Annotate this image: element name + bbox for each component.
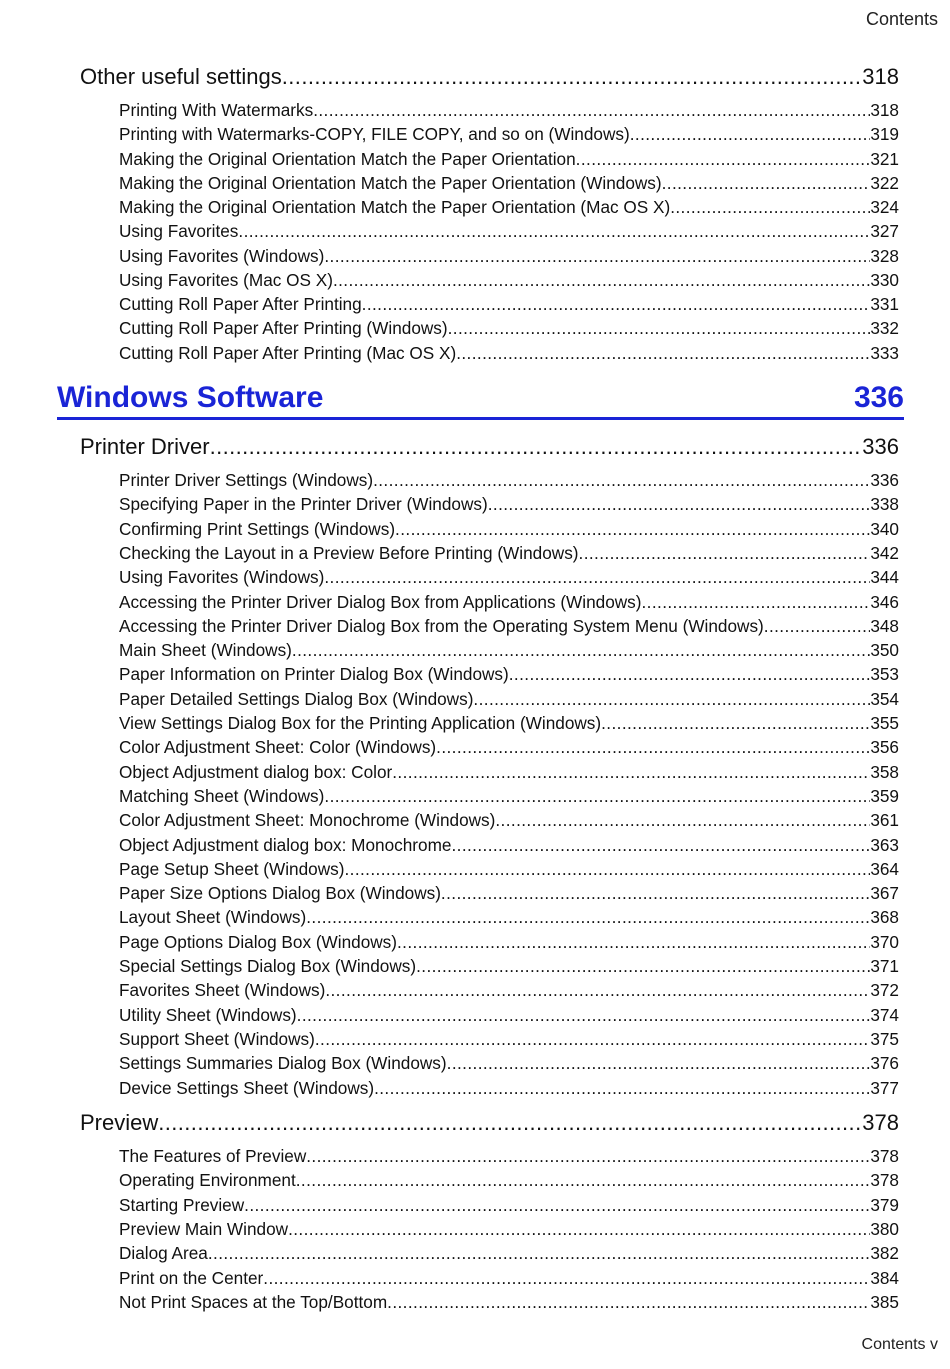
entry-page: 374: [870, 1004, 899, 1025]
entry-title: Using Favorites (Windows): [119, 245, 325, 266]
dot-leader: [306, 906, 870, 928]
toc-item[interactable]: [119, 1267, 899, 1289]
entry-page: 359: [870, 785, 899, 806]
dot-leader: [662, 172, 871, 194]
dot-leader: [210, 433, 863, 461]
entry-page: 318: [862, 64, 899, 89]
entry-title: Page Options Dialog Box (Windows): [119, 931, 397, 952]
toc-item[interactable]: [119, 220, 899, 242]
dot-leader: [579, 542, 871, 564]
entry-page: 332: [870, 318, 899, 339]
entry-title: Paper Size Options Dialog Box (Windows): [119, 883, 441, 904]
entry-page: 378: [862, 1110, 899, 1135]
entry-title: Accessing the Printer Driver Dialog Box from Applications (Windows): [119, 591, 642, 612]
entry-title: Making the Original Orientation Match the Paper Orientation: [119, 148, 576, 169]
toc-item[interactable]: [119, 591, 899, 613]
entry-page: 330: [870, 269, 899, 290]
chapter-rule: [57, 417, 904, 420]
toc-item[interactable]: [119, 148, 899, 170]
toc-item[interactable]: [119, 99, 899, 121]
dot-leader: [333, 269, 870, 291]
entry-page: 324: [870, 197, 899, 217]
dot-leader: [238, 220, 870, 242]
entry-title: Cutting Roll Paper After Printing: [119, 294, 362, 314]
entry-page: 319: [870, 124, 899, 145]
entry-page: 380: [870, 1218, 899, 1239]
dot-leader: [473, 688, 870, 710]
toc-item[interactable]: [119, 469, 899, 491]
entry-page: 355: [870, 713, 899, 733]
entry-title: Starting Preview: [119, 1194, 245, 1215]
entry-page: 328: [870, 245, 899, 266]
dot-leader: [397, 931, 870, 953]
dot-leader: [448, 317, 871, 339]
toc-item[interactable]: [119, 342, 899, 364]
entry-title: Accessing the Printer Driver Dialog Box from the Operating System Menu (Windows): [119, 615, 764, 636]
entry-page: 353: [870, 664, 899, 685]
toc-item[interactable]: [119, 123, 899, 145]
entry-title: Favorites Sheet (Windows): [119, 980, 326, 1001]
toc-item[interactable]: [119, 979, 899, 1001]
toc-item[interactable]: [119, 955, 899, 977]
entry-page: 372: [870, 980, 899, 1001]
entry-title: Cutting Roll Paper After Printing (Mac OS X): [119, 342, 457, 363]
dot-leader: [306, 1145, 870, 1167]
toc-item[interactable]: [119, 712, 899, 734]
entry-title: Other useful settings: [80, 64, 282, 89]
entry-page: 321: [870, 148, 899, 169]
entry-title: Cutting Roll Paper After Printing (Windows): [119, 318, 448, 339]
toc-item[interactable]: [119, 1242, 899, 1264]
toc-item[interactable]: [119, 1028, 899, 1050]
entry-title: Paper Information on Printer Dialog Box (Windows): [119, 664, 509, 685]
entry-title: Using Favorites (Windows): [119, 567, 325, 588]
entry-title: Print on the Center: [119, 1267, 264, 1288]
dot-leader: [313, 99, 870, 121]
dot-leader: [288, 1218, 870, 1240]
toc-item[interactable]: [119, 1218, 899, 1240]
entry-title: Printer Driver: [80, 434, 210, 459]
chapter-page: 336: [853, 381, 904, 414]
dot-leader: [315, 1028, 870, 1050]
entry-title: Making the Original Orientation Match the Paper Orientation (Windows): [119, 172, 662, 193]
dot-leader: [630, 123, 871, 145]
section-heading-preview[interactable]: [80, 1109, 899, 1137]
entry-title: Support Sheet (Windows): [119, 1028, 315, 1049]
entry-page: 350: [870, 640, 899, 661]
entry-page: 377: [870, 1077, 899, 1098]
toc-item[interactable]: [119, 245, 899, 267]
toc-item[interactable]: [119, 566, 899, 588]
entry-page: 338: [870, 494, 899, 515]
entry-page: 336: [862, 434, 899, 459]
dot-leader: [373, 469, 870, 491]
entry-page: 378: [870, 1170, 899, 1191]
entry-title: Settings Summaries Dialog Box (Windows): [119, 1053, 447, 1074]
dot-leader: [392, 761, 870, 783]
dot-leader: [456, 342, 870, 364]
dot-leader: [374, 1077, 870, 1099]
entry-page: 318: [870, 100, 899, 120]
toc-item[interactable]: [119, 858, 899, 880]
entry-title: View Settings Dialog Box for the Printing Application (Windows): [119, 713, 602, 733]
entry-page: 322: [870, 172, 899, 193]
toc-item[interactable]: [119, 809, 899, 831]
entry-page: 348: [870, 615, 899, 636]
toc-item[interactable]: [119, 931, 899, 953]
entry-title: Specifying Paper in the Printer Driver (Windows): [119, 494, 488, 515]
entry-page: 331: [870, 294, 899, 314]
toc-item[interactable]: [119, 882, 899, 904]
entry-title: Color Adjustment Sheet: Color (Windows): [119, 737, 437, 758]
entry-title: Object Adjustment dialog box: Monochrome: [119, 834, 452, 855]
toc-item[interactable]: [119, 1169, 899, 1191]
dot-leader: [324, 566, 870, 588]
dot-leader: [297, 1004, 871, 1026]
dot-leader: [208, 1242, 870, 1264]
entry-title: Operating Environment: [119, 1170, 296, 1191]
entry-page: 382: [870, 1243, 899, 1264]
dot-leader: [344, 858, 870, 880]
entry-page: 361: [870, 810, 899, 831]
dot-leader: [495, 809, 870, 831]
entry-page: 354: [870, 688, 899, 709]
entry-title: Device Settings Sheet (Windows): [119, 1077, 375, 1098]
dot-leader: [324, 245, 870, 267]
dot-leader: [395, 518, 870, 540]
entry-title: Preview Main Window: [119, 1218, 289, 1239]
entry-title: Main Sheet (Windows): [119, 640, 292, 661]
chapter-heading[interactable]: [57, 380, 904, 416]
toc-item[interactable]: [119, 615, 899, 637]
entry-page: 327: [870, 221, 899, 242]
dot-leader: [764, 615, 871, 637]
toc-item[interactable]: [119, 761, 899, 783]
toc-item[interactable]: [119, 196, 899, 218]
entry-page: 371: [870, 956, 899, 976]
entry-page: 379: [870, 1194, 899, 1215]
toc-item[interactable]: [119, 317, 899, 339]
toc-item[interactable]: [119, 518, 899, 540]
entry-page: 368: [870, 907, 899, 928]
dot-leader: [296, 1169, 871, 1191]
dot-leader: [447, 1052, 871, 1074]
entry-page: 364: [870, 858, 899, 879]
toc-item[interactable]: [119, 269, 899, 291]
entry-title: Confirming Print Settings (Windows): [119, 518, 396, 539]
dot-leader: [244, 1194, 870, 1216]
entry-title: Printing with Watermarks-COPY, FILE COPY, and so on (Windows): [119, 124, 630, 145]
entry-page: 346: [870, 591, 899, 612]
entry-page: 336: [870, 470, 899, 490]
entry-page: 375: [870, 1028, 899, 1049]
dot-leader: [292, 639, 870, 661]
dot-leader: [642, 591, 871, 613]
entry-title: The Features of Preview: [119, 1146, 307, 1166]
entry-title: Color Adjustment Sheet: Monochrome (Windows): [119, 810, 496, 831]
entry-title: Layout Sheet (Windows): [119, 907, 307, 928]
entry-page: 363: [870, 834, 899, 855]
toc-item[interactable]: [119, 1145, 899, 1167]
entry-page: 358: [870, 761, 899, 782]
entry-page: 342: [870, 542, 899, 563]
entry-page: 340: [870, 518, 899, 539]
dot-leader: [436, 736, 870, 758]
toc-item[interactable]: [119, 639, 899, 661]
entry-title: Preview: [80, 1110, 159, 1135]
entry-title: Not Print Spaces at the Top/Bottom: [119, 1291, 388, 1312]
entry-title: Page Setup Sheet (Windows): [119, 858, 345, 879]
entry-title: Object Adjustment dialog box: Color: [119, 761, 393, 782]
toc-item[interactable]: [119, 663, 899, 685]
chapter-title: Windows Software: [57, 381, 324, 414]
toc-item[interactable]: [119, 1194, 899, 1216]
running-header: Contents: [865, 9, 938, 29]
entry-title: Special Settings Dialog Box (Windows): [119, 956, 417, 976]
toc-item[interactable]: [119, 493, 899, 515]
dot-leader: [576, 148, 871, 170]
dot-leader: [325, 979, 870, 1001]
toc-item[interactable]: [119, 1004, 899, 1026]
dot-leader: [509, 663, 871, 685]
dot-leader: [362, 293, 871, 315]
toc-item[interactable]: [119, 542, 899, 564]
toc-item[interactable]: [119, 293, 899, 315]
dot-leader: [282, 63, 863, 91]
toc-item[interactable]: [119, 172, 899, 194]
entry-title: Using Favorites: [119, 221, 239, 242]
entry-page: 378: [870, 1146, 899, 1166]
entry-title: Checking the Layout in a Preview Before Printing (Windows): [119, 542, 579, 563]
dot-leader: [441, 882, 870, 904]
dot-leader: [324, 785, 870, 807]
page-footer: Contents v: [861, 1336, 938, 1353]
toc-item[interactable]: [119, 906, 899, 928]
entry-title: Paper Detailed Settings Dialog Box (Windows): [119, 688, 474, 709]
dot-leader: [451, 834, 870, 856]
section-heading-driver[interactable]: [80, 433, 899, 461]
toc-item[interactable]: [119, 1291, 899, 1313]
dot-leader: [387, 1291, 870, 1313]
entry-page: 367: [870, 883, 899, 904]
dot-leader: [416, 955, 870, 977]
entry-page: 385: [870, 1291, 899, 1312]
entry-title: Utility Sheet (Windows): [119, 1004, 297, 1025]
entry-page: 344: [870, 567, 899, 588]
entry-page: 333: [870, 342, 899, 363]
dot-leader: [488, 493, 871, 515]
dot-leader: [670, 196, 870, 218]
entry-page: 356: [870, 737, 899, 758]
entry-title: Dialog Area: [119, 1243, 208, 1264]
toc-item[interactable]: [119, 1077, 899, 1099]
dot-leader: [601, 712, 870, 734]
entry-page: 376: [870, 1053, 899, 1074]
toc-item[interactable]: [119, 736, 899, 758]
dot-leader: [263, 1267, 870, 1289]
toc-item[interactable]: [119, 688, 899, 710]
entry-page: 384: [870, 1267, 899, 1288]
entry-title: Printing With Watermarks: [119, 100, 314, 120]
dot-leader: [158, 1109, 862, 1137]
entry-title: Printer Driver Settings (Windows): [119, 470, 374, 490]
entry-title: Making the Original Orientation Match the Paper Orientation (Mac OS X): [119, 197, 671, 217]
entry-title: Using Favorites (Mac OS X): [119, 269, 333, 290]
toc-item[interactable]: [119, 1052, 899, 1074]
entry-page: 370: [870, 931, 899, 952]
toc-item[interactable]: [119, 834, 899, 856]
entry-title: Matching Sheet (Windows): [119, 785, 325, 806]
section-heading-other[interactable]: [80, 63, 899, 91]
toc-item[interactable]: [119, 785, 899, 807]
